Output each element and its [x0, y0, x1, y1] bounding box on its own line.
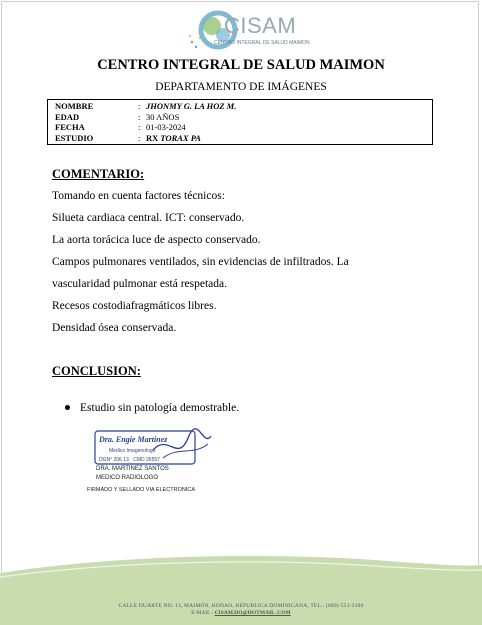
separator: : [138, 122, 141, 132]
patient-name-value: JHONMY G. LA HOZ M. [146, 101, 237, 111]
footer-email [0, 610, 482, 616]
comment-line: Campos pulmonares ventilados, sin evidencias de infiltrados. La [52, 256, 349, 268]
stamp-role: Medico Imagenologo [109, 448, 156, 454]
signature-note: FIRMADO Y SELLADO VIA ELECTRONICA [87, 487, 195, 493]
study-name: TORAX PA [160, 132, 201, 143]
stamp-id: DGN° 206 13 · CMD 26557 [99, 457, 160, 463]
study-label: ESTUDIO [55, 132, 94, 143]
comment-line: Tomando en cuenta factores técnicos: [52, 190, 225, 202]
patient-name-label: NOMBRE [55, 101, 94, 111]
patient-age-row [52, 112, 428, 123]
comment-line: La aorta torácica luce de aspecto conservado. [52, 234, 261, 246]
comment-line: Recesos costodiafragmáticos libres. [52, 300, 217, 312]
signer-title: MEDICO RADIOLOGO [96, 475, 159, 481]
study-value [146, 133, 201, 144]
separator: : [138, 111, 141, 122]
comment-heading: COMENTARIO: [52, 167, 145, 181]
separator: : [138, 101, 141, 111]
footer-email-link[interactable]: CISAM.DO@HOTMAIL .COM [214, 610, 291, 616]
signature-stamp [93, 428, 213, 468]
footer-address: CALLE DUARTE NO. 13, MAIMÓN, BONAO, REPUBLICA DOMINICANA, TEL.: (809)-551-2100 [118, 603, 364, 609]
bullet-icon [65, 405, 70, 410]
logo-subtitle: CENTRO INTEGRAL DE SALUD MAIMON [214, 40, 310, 46]
department-title: DEPARTAMENTO DE IMÁGENES [155, 81, 327, 93]
comment-line: Silueta cardiaca central. ICT: conservado. [52, 212, 245, 224]
stamp-name: Dra. Engie Martinez [99, 435, 168, 444]
patient-info-box [47, 99, 433, 145]
patient-name-row [52, 101, 428, 112]
exam-date-label: FECHA [55, 122, 85, 132]
center-title: CENTRO INTEGRAL DE SALUD MAIMON [97, 57, 385, 73]
separator: : [138, 132, 141, 143]
footer-email-label: E-MAIL : [191, 610, 214, 616]
exam-date-value: 01-03-2024 [146, 122, 186, 132]
study-row [52, 133, 428, 144]
comment-line: vascularidad pulmonar está respetada. [52, 278, 227, 290]
signer-name: DRA. MARTINEZ SANTOS [96, 466, 169, 472]
exam-date-row [52, 122, 428, 133]
comment-line: Densidad ósea conservada. [52, 322, 177, 334]
patient-age-value: 30 AÑOS [146, 111, 180, 122]
logo-name: CISAM [224, 13, 297, 38]
conclusion-heading: CONCLUSION: [52, 364, 141, 378]
study-prefix: RX [146, 132, 159, 143]
patient-age-label: EDAD [55, 111, 80, 122]
conclusion-item: Estudio sin patología demostrable. [80, 402, 240, 414]
